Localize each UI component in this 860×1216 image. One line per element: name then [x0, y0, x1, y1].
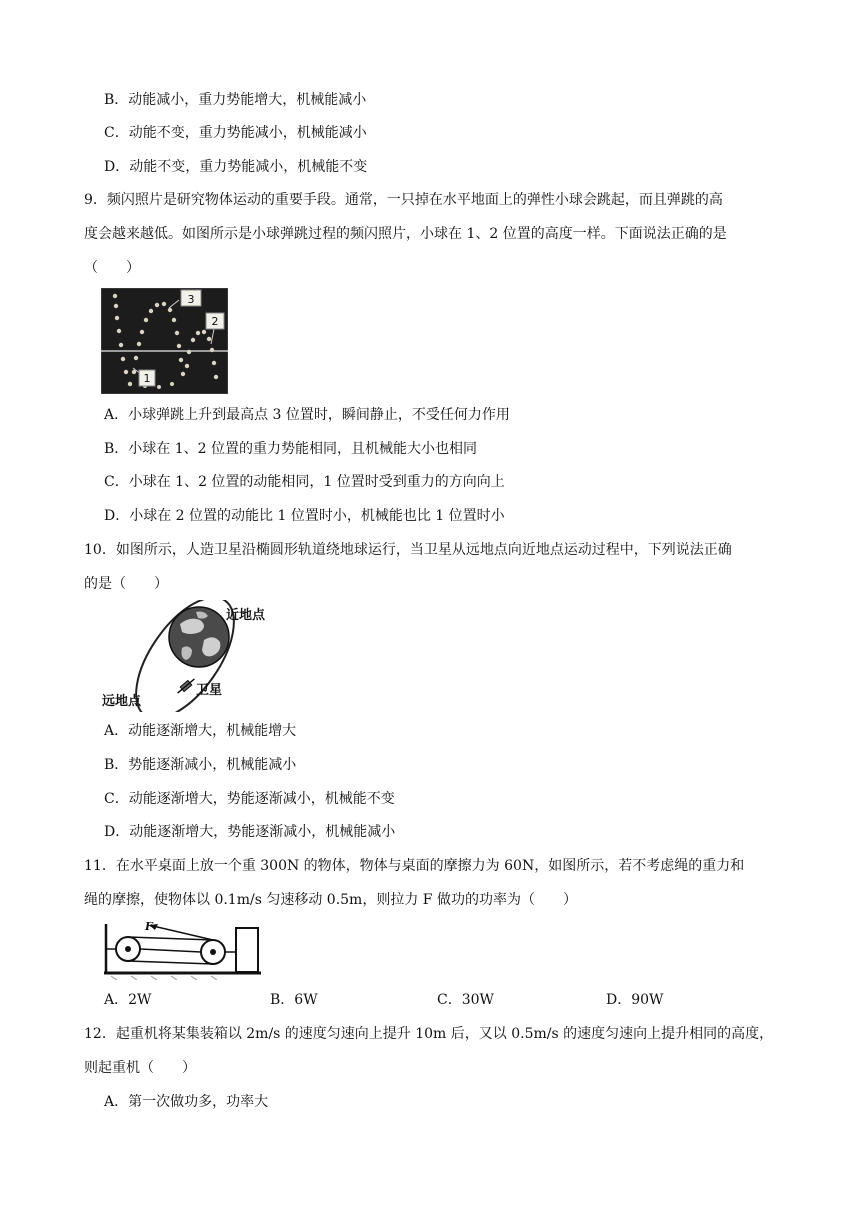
- q11-stem-line-2: 绳的摩擦，使物体以 0.1m/s 匀速移动 0.5m，则拉力 F 做功的功率为（ ）: [84, 892, 577, 908]
- q10-stem-line-1: 10．如图所示，人造卫星沿椭圆形轨道绕地球运行，当卫星从远地点向近地点运动过程中，下列说法正确: [84, 542, 732, 558]
- q9-strobe-photo: [101, 288, 228, 394]
- q11-option-c: C．30W: [437, 992, 494, 1008]
- q9-stem-line-2: 度会越来越低。如图所示是小球弹跳过程的频闪照片，小球在 1、2 位置的高度一样。下面说法正确的是: [84, 226, 727, 242]
- q9-figure-label-2: 2: [211, 315, 219, 328]
- q9-stem-line-3: （ ）: [84, 260, 140, 276]
- q10-label-near-point: 近地点: [226, 608, 266, 623]
- q11-force-label: F: [145, 920, 153, 933]
- q8-option-d: D．动能不变，重力势能减小，机械能不变: [104, 159, 368, 175]
- q9-stem-line-1: 9．频闪照片是研究物体运动的重要手段。通常，一只掉在水平地面上的弹性小球会跳起，而且弹跳的高: [84, 192, 723, 208]
- q10-option-a: A．动能逐渐增大，机械能增大: [104, 723, 297, 739]
- q9-option-d: D．小球在 2 位置的动能比 1 位置时小，机械能也比 1 位置时小: [104, 508, 505, 524]
- q11-option-a: A．2W: [104, 992, 152, 1008]
- q9-option-c: C．小球在 1、2 位置的动能相同，1 位置时受到重力的方向向上: [104, 474, 505, 490]
- q10-option-b: B．势能逐渐减小，机械能减小: [104, 757, 297, 773]
- q9-option-a: A．小球弹跳上升到最高点 3 位置时，瞬间静止，不受任何力作用: [104, 407, 510, 423]
- q11-pulley-figure: [101, 916, 267, 980]
- q9-option-b: B．小球在 1、2 位置的重力势能相同，且机械能大小也相同: [104, 441, 478, 457]
- q10-stem-line-2: 的是（ ）: [84, 576, 168, 592]
- q12-stem-line-2: 则起重机（ ）: [84, 1060, 196, 1076]
- q10-label-satellite: 卫星: [196, 683, 223, 698]
- q12-option-a: A．第一次做功多，功率大: [104, 1094, 269, 1110]
- q9-figure-label-3: 3: [187, 293, 195, 306]
- q10-label-far-point: 远地点: [102, 694, 142, 709]
- q11-stem-line-1: 11．在水平桌面上放一个重 300N 的物体，物体与桌面的摩擦力为 60N，如图所示，若不考虑绳的重力和: [84, 858, 745, 874]
- q8-option-c: C．动能不变，重力势能减小，机械能减小: [104, 125, 367, 141]
- q11-option-b: B．6W: [270, 992, 318, 1008]
- q10-satellite-orbit-figure: [100, 600, 280, 712]
- q11-option-d: D．90W: [606, 992, 664, 1008]
- q10-option-d: D．动能逐渐增大，势能逐渐减小，机械能减小: [104, 824, 396, 840]
- q8-option-b: B．动能减小，重力势能增大，机械能减小: [104, 92, 367, 108]
- q12-stem-line-1: 12．起重机将某集装箱以 2m/s 的速度匀速向上提升 10m 后，又以 0.5m/s 的速度匀速向上提升相同的高度，: [84, 1026, 774, 1042]
- q9-figure-label-1: 1: [143, 372, 151, 385]
- q10-option-c: C．动能逐渐增大，势能逐渐减小，机械能不变: [104, 791, 395, 807]
